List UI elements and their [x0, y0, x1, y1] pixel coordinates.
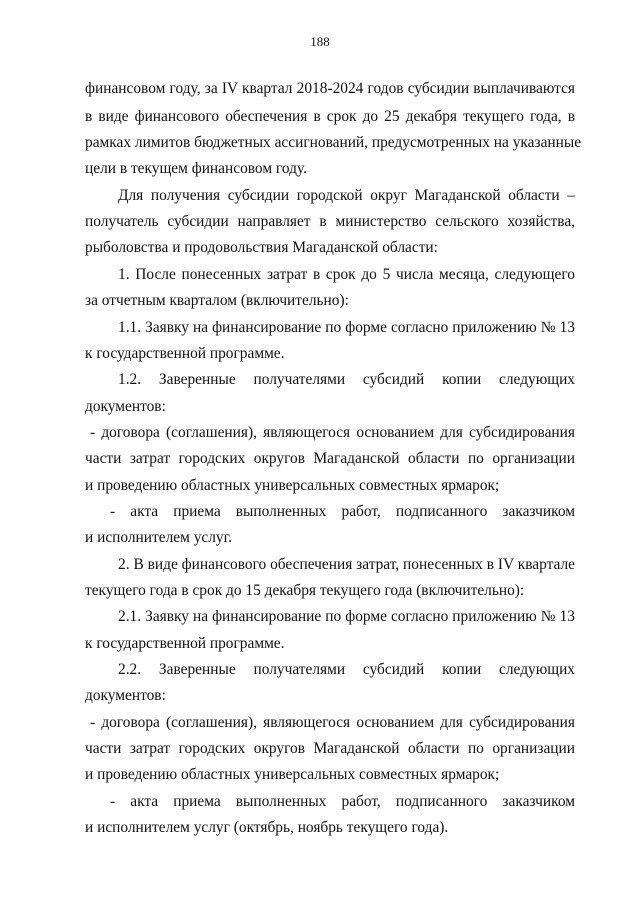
- text-line: получатель субсидии направляет в министерство сельского хозяйства,: [85, 213, 575, 230]
- text-line: 1.1. Заявку на финансирование по форме согласно приложению № 13: [118, 319, 575, 336]
- text-line: и исполнителем услуг (октябрь, ноябрь текущего года).: [85, 819, 449, 836]
- page-number: 188: [310, 34, 330, 49]
- text-line: - договора (соглашения), являющегося основанием для субсидирования: [90, 714, 575, 731]
- text-line: 2.1. Заявку на финансирование по форме согласно приложению № 13: [118, 608, 575, 625]
- text-line: к государственной программе.: [85, 345, 285, 362]
- text-line: части затрат городских округов Магаданской области по организации: [85, 740, 575, 757]
- text-line: рыболовства и продовольствия Магаданской области:: [85, 239, 438, 256]
- text-line: и проведению областных универсальных совместных ярмарок;: [85, 477, 500, 494]
- text-line: в виде финансового обеспечения в срок до 25 декабря текущего года, в: [85, 108, 575, 125]
- text-line: и исполнителем услуг.: [85, 529, 233, 546]
- text-line: 2. В виде финансового обеспечения затрат, понесенных в IV квартале: [118, 556, 575, 573]
- text-line: за отчетным кварталом (включительно):: [85, 292, 349, 309]
- text-line: текущего года в срок до 15 декабря текущего года (включительно):: [85, 582, 525, 599]
- text-line: и проведению областных универсальных совместных ярмарок;: [85, 766, 500, 783]
- text-line: Для получения субсидии городской округ Магаданской области –: [118, 187, 575, 204]
- text-line: 2.2. Заверенные получателями субсидий копии следующих: [118, 661, 575, 678]
- text-line: 1.2. Заверенные получателями субсидий копии следующих: [118, 371, 575, 388]
- text-line: финансовом году, за IV квартал 2018-2024 годов субсидии выплачиваются: [85, 80, 575, 97]
- text-line: части затрат городских округов Магаданской области по организации: [85, 450, 575, 467]
- text-line: к государственной программе.: [85, 635, 285, 652]
- text-line: документов:: [85, 687, 166, 704]
- text-line: 1. После понесенных затрат в срок до 5 числа месяца, следующего: [118, 266, 575, 283]
- text-line: - акта приема выполненных работ, подписанного заказчиком: [110, 503, 575, 520]
- text-line: цели в текущем финансовом году.: [85, 160, 307, 177]
- text-line: документов:: [85, 398, 166, 415]
- text-line: - акта приема выполненных работ, подписанного заказчиком: [110, 793, 575, 810]
- text-line: рамках лимитов бюджетных ассигнований, предусмотренных на указанные: [85, 134, 582, 151]
- text-line: - договора (соглашения), являющегося основанием для субсидирования: [90, 424, 575, 441]
